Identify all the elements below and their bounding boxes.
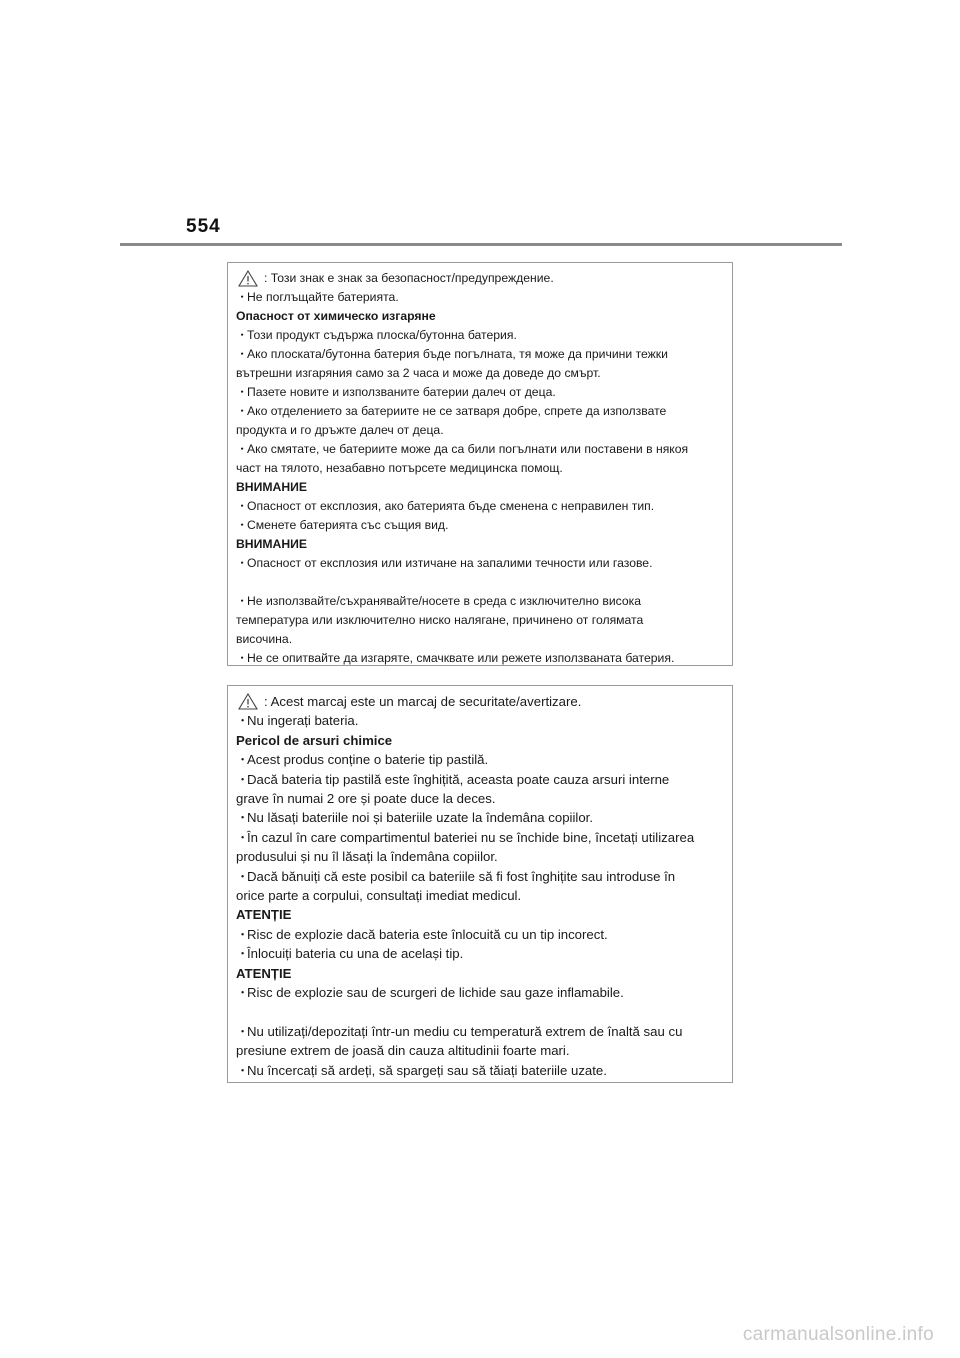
bullet-text: Nu încercați să ardeți, să spargeți sau să tăiați bateriile uzate. [247,1062,607,1078]
continuation-line: grave în numai 2 ore și poate duce la deces. [236,791,496,807]
bullet-symbol: ・ [236,404,249,418]
bullet-text: Пазете новите и използваните батерии далеч от деца. [247,385,556,399]
header-divider [120,243,842,246]
bullet-symbol: ・ [236,651,249,665]
section-heading: ВНИМАНИЕ [236,480,308,494]
bullet-text: Risc de explozie dacă bateria este înlocuită cu un tip incorect. [247,926,608,942]
bullet-item [236,516,724,535]
warning-intro [236,269,724,288]
warning-intro-text: : Acest marcaj este un marcaj de securitate/avertizare. [264,694,582,709]
bullet-symbol: ・ [236,926,250,942]
bullet-item [236,440,724,459]
bullet-text: Dacă bateria tip pastilă este înghițită, aceasta poate cauza arsuri interne [247,771,670,787]
section-heading: ATENȚIE [236,965,292,981]
bullet-symbol: ・ [236,385,249,399]
continuation-line: температура или изключително ниско налягане, причинено от голямата [236,613,644,627]
bullet-item [236,383,724,402]
page-number: 554 [186,216,221,237]
bullet-text: Nu utilizați/depozitați într-un mediu cu temperatură extrem de înaltă sau cu [247,1023,683,1039]
bullet-symbol: ・ [236,442,249,456]
bullet-symbol: ・ [236,829,250,845]
bullet-item [236,750,724,769]
bullet-symbol: ・ [236,985,250,1001]
bullet-symbol: ・ [236,946,250,962]
bullet-symbol: ・ [236,752,250,768]
section-heading: Опасност от химическо изгаряне [236,309,436,323]
bullet-text: Ако плоската/бутонна батерия бъде погълната, тя може да причини тежки [247,347,668,361]
continuation-line: част на тялото, незабавно потърсете медицинска помощ. [236,461,563,475]
bullet-item [236,592,724,611]
bullet-item [236,554,724,573]
continuation-line: вътрешни изгаряния само за 2 часа и може да доведе до смърт. [236,366,601,380]
bullet-item [236,649,724,668]
bullet-item [236,326,724,345]
bullet-text: Acest produs conține o baterie tip pastilă. [247,752,489,768]
bullet-item [236,808,724,827]
notice-lines [236,711,724,1080]
warning-triangle-icon [238,693,258,710]
bullet-text: Ако отделението за батериите не се затваря добре, спрете да използвате [247,404,667,418]
bullet-text: Nu ingerați bateria. [247,713,359,729]
bullet-item [236,497,724,516]
continuation-line: presiune extrem de joasă din cauza altitudinii foarte mari. [236,1043,570,1059]
bullet-symbol: ・ [236,290,249,304]
bullet-symbol: ・ [236,771,250,787]
section-heading: ATENȚIE [236,907,292,923]
bullet-item [236,925,724,944]
bullet-text: Не поглъщайте батерията. [247,290,399,304]
bullet-symbol: ・ [236,556,249,570]
bullet-text: Този продукт съдържа плоска/бутонна батерия. [247,328,517,342]
bullet-item [236,402,724,421]
bullet-item [236,867,724,886]
bullet-text: Опасност от експлозия или изтичане на запалими течности или газове. [247,556,653,570]
spacer [236,1003,724,1022]
section-heading: ВНИМАНИЕ [236,537,308,551]
continuation-line: orice parte a corpului, consultați imediat medicul. [236,888,522,904]
warning-box-romanian [227,685,733,1083]
bullet-item [236,288,724,307]
warning-triangle-icon [238,270,258,287]
bullet-symbol: ・ [236,1023,250,1039]
bullet-text: Опасност от експлозия, ако батерията бъде сменена с неправилен тип. [247,499,655,513]
bullet-text: În cazul în care compartimentul bateriei nu se închide bine, încetați utilizarea [247,829,695,845]
bullet-symbol: ・ [236,713,250,729]
notice-lines [236,288,724,668]
bullet-text: Înlocuiți bateria cu una de același tip. [247,946,464,962]
bullet-symbol: ・ [236,347,249,361]
bullet-text: Nu lăsați bateriile noi și bateriile uzate la îndemâna copiilor. [247,810,593,826]
bullet-text: Не използвайте/съхранявайте/носете в среда с изключително висока [247,594,642,608]
bullet-item [236,983,724,1002]
section-heading: Pericol de arsuri chimice [236,732,393,748]
spacer [236,573,724,592]
bullet-symbol: ・ [236,1062,250,1078]
bullet-item [236,828,724,847]
bullet-item [236,770,724,789]
bullet-symbol: ・ [236,810,250,826]
bullet-text: Не се опитвайте да изгаряте, смачквате или режете използваната батерия. [247,651,675,665]
bullet-item [236,1061,724,1080]
bullet-symbol: ・ [236,518,249,532]
bullet-symbol: ・ [236,328,249,342]
bullet-text: Dacă bănuiți că este posibil ca bateriile să fi fost înghițite sau introduse în [247,868,676,884]
bullet-text: Сменете батерията със същия вид. [247,518,449,532]
bullet-item [236,944,724,963]
bullet-text: Ако смятате, че батериите може да са били погълнати или поставени в някоя [247,442,689,456]
warning-intro [236,692,724,711]
bullet-symbol: ・ [236,594,249,608]
bullet-item [236,711,724,730]
bullet-item [236,345,724,364]
continuation-line: височина. [236,632,293,646]
warning-box-bulgarian [227,262,733,666]
continuation-line: produsului și nu îl lăsați la îndemâna copiilor. [236,849,498,865]
continuation-line: продукта и го дръжте далеч от деца. [236,423,444,437]
bullet-symbol: ・ [236,868,250,884]
bullet-item [236,1022,724,1041]
watermark: carmanualsonline.info [742,1324,934,1345]
warning-intro-text: : Този знак е знак за безопасност/предупреждение. [264,271,554,285]
bullet-symbol: ・ [236,499,249,513]
bullet-text: Risc de explozie sau de scurgeri de lichide sau gaze inflamabile. [247,985,624,1001]
